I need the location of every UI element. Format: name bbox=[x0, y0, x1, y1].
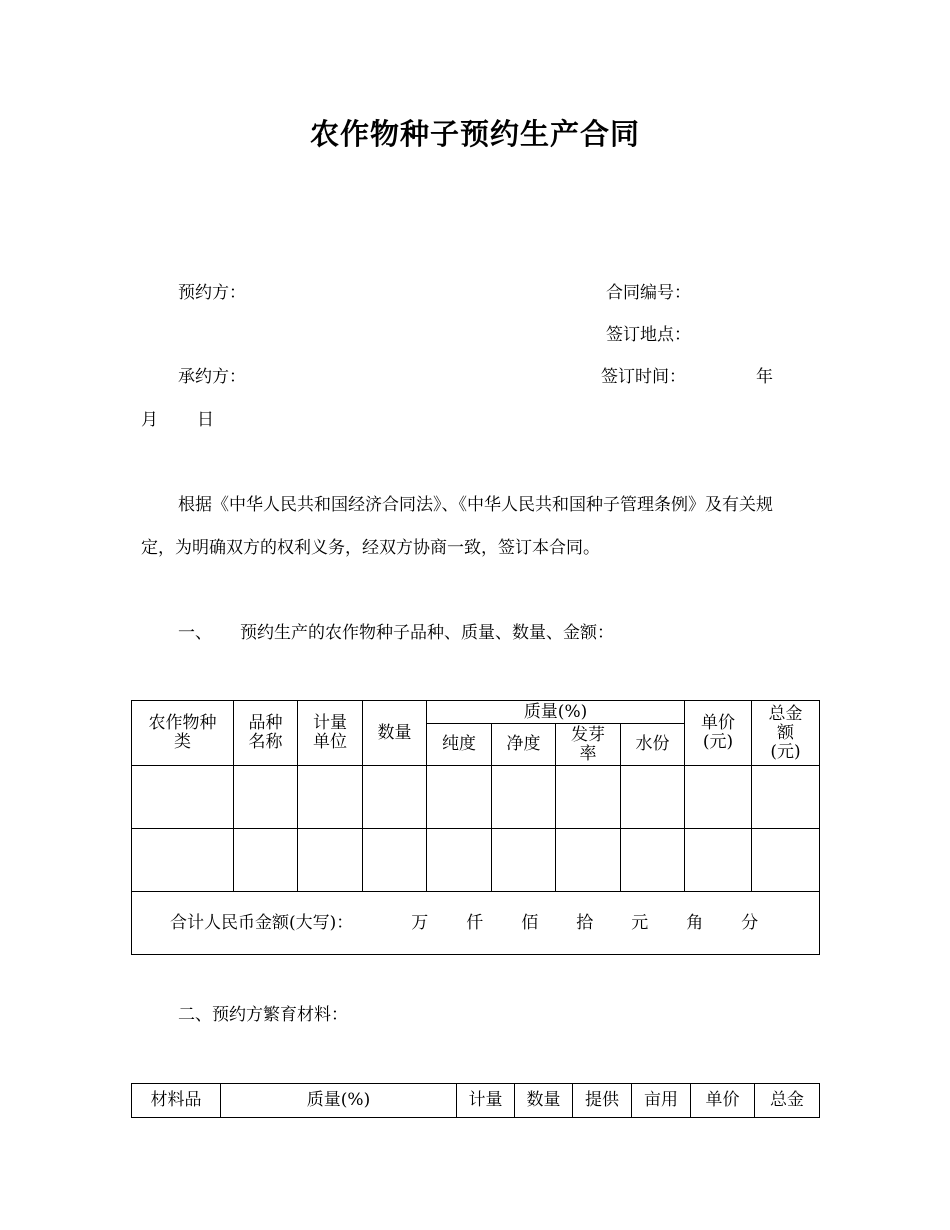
party-a-label: 预约方： bbox=[178, 283, 246, 303]
header-germination: 发芽率 bbox=[556, 724, 621, 766]
table-cell[interactable] bbox=[298, 829, 363, 892]
table-cell[interactable] bbox=[556, 766, 621, 829]
unit-shi: 拾 bbox=[576, 912, 594, 933]
header-total: 总金额(元) bbox=[752, 701, 820, 766]
section-1-number: 一、 bbox=[178, 623, 212, 643]
table-cell[interactable] bbox=[132, 766, 234, 829]
unit-bai: 佰 bbox=[521, 912, 539, 933]
unit-fen: 分 bbox=[741, 912, 759, 933]
total-row bbox=[132, 892, 820, 955]
unit-wan: 万 bbox=[411, 912, 429, 933]
header-clarity: 净度 bbox=[492, 724, 556, 766]
table-row bbox=[132, 766, 820, 829]
table-cell[interactable] bbox=[752, 766, 820, 829]
month-label: 月 bbox=[141, 410, 158, 430]
table-cell[interactable] bbox=[132, 829, 234, 892]
unit-qian: 仟 bbox=[466, 912, 484, 933]
table-cell[interactable] bbox=[492, 766, 556, 829]
document-title: 农作物种子预约生产合同 bbox=[309, 117, 640, 151]
material-header-unit: 计量 bbox=[457, 1084, 515, 1118]
sign-time-label: 签订时间： bbox=[601, 367, 686, 387]
table-cell[interactable] bbox=[427, 766, 492, 829]
table-cell[interactable] bbox=[556, 829, 621, 892]
header-quantity: 数量 bbox=[363, 701, 427, 766]
total-amount-label: 合计人民币金额(大写)： bbox=[170, 912, 354, 933]
table-row bbox=[132, 829, 820, 892]
header-crop-type: 农作物种类 bbox=[132, 701, 234, 766]
section-2-heading: 二、预约方繁育材料： bbox=[178, 1005, 348, 1025]
day-label: 日 bbox=[197, 410, 214, 430]
header-purity: 纯度 bbox=[427, 724, 492, 766]
material-header-provide: 提供 bbox=[573, 1084, 632, 1118]
table-cell[interactable] bbox=[621, 829, 685, 892]
material-table bbox=[131, 1083, 820, 1118]
unit-yuan: 元 bbox=[631, 912, 649, 933]
unit-jiao: 角 bbox=[686, 912, 704, 933]
table-cell[interactable] bbox=[685, 766, 752, 829]
material-header-per-mu: 亩用 bbox=[632, 1084, 691, 1118]
table-cell[interactable] bbox=[685, 829, 752, 892]
table-cell[interactable] bbox=[427, 829, 492, 892]
section-1-heading: 预约生产的农作物种子品种、质量、数量、金额： bbox=[240, 623, 614, 643]
contract-no-label: 合同编号： bbox=[606, 283, 691, 303]
table-cell[interactable] bbox=[752, 829, 820, 892]
seed-table bbox=[131, 700, 820, 955]
table-cell[interactable] bbox=[234, 766, 298, 829]
material-header-name: 材料品 bbox=[132, 1084, 221, 1118]
header-quality: 质量(%) bbox=[427, 701, 685, 724]
intro-line-1: 根据《中华人民共和国经济合同法》、《中华人民共和国种子管理条例》及有关规 bbox=[178, 495, 773, 515]
table-cell[interactable] bbox=[298, 766, 363, 829]
table-cell[interactable] bbox=[363, 766, 427, 829]
header-moisture: 水份 bbox=[621, 724, 685, 766]
sign-place-label: 签订地点： bbox=[606, 325, 691, 345]
header-unit: 计量单位 bbox=[298, 701, 363, 766]
material-header-unit-price: 单价 bbox=[691, 1084, 755, 1118]
material-header-quantity: 数量 bbox=[515, 1084, 573, 1118]
total-amount-cell bbox=[132, 892, 820, 955]
table-cell[interactable] bbox=[234, 829, 298, 892]
table-cell[interactable] bbox=[492, 829, 556, 892]
table-cell[interactable] bbox=[363, 829, 427, 892]
intro-line-2: 定，为明确双方的权利义务，经双方协商一致，签订本合同。 bbox=[141, 538, 600, 558]
header-unit-price: 单价(元) bbox=[685, 701, 752, 766]
party-b-label: 承约方： bbox=[178, 367, 246, 387]
header-variety: 品种名称 bbox=[234, 701, 298, 766]
material-header-total: 总金 bbox=[755, 1084, 820, 1118]
material-header-quality: 质量(%) bbox=[221, 1084, 457, 1118]
table-cell[interactable] bbox=[621, 766, 685, 829]
year-label: 年 bbox=[756, 367, 773, 387]
